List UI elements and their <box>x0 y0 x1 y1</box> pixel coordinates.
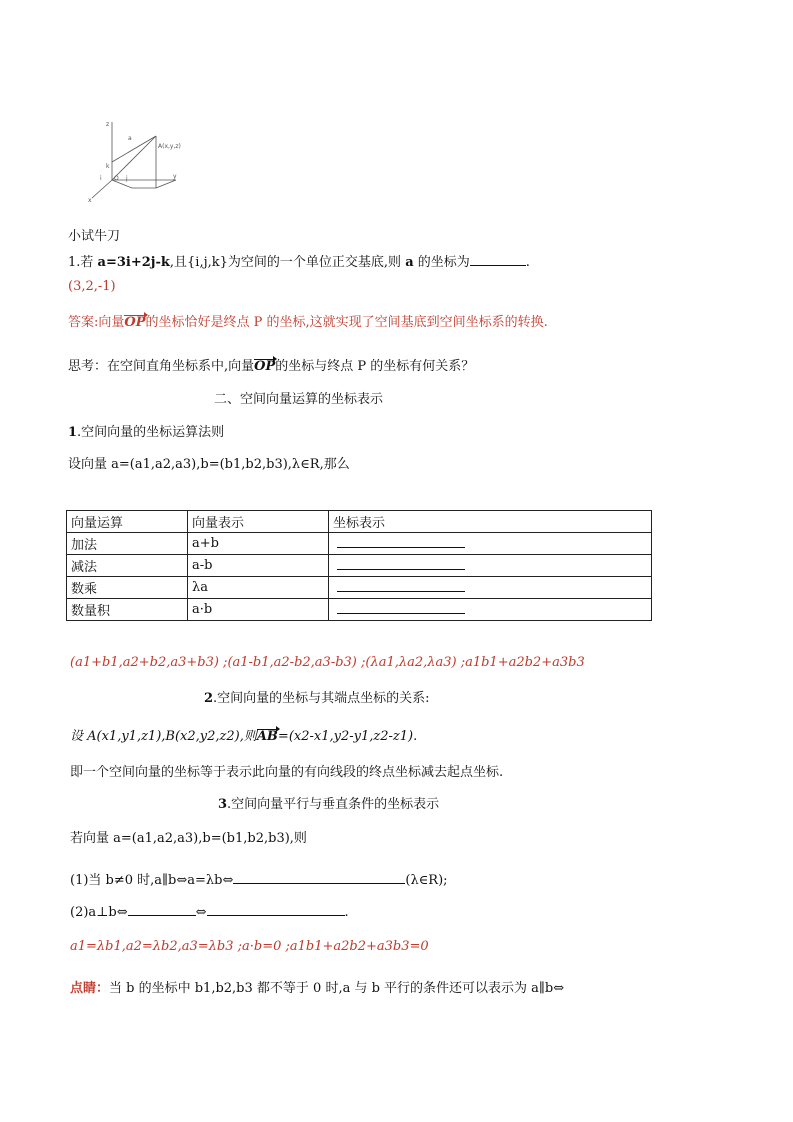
think-question: 思考：在空间直角坐标系中,向量OP的坐标与终点 P 的坐标有何关系？ <box>68 359 475 374</box>
vector-a-label: a <box>128 135 132 142</box>
subheading-2: 2.空间向量的坐标与其端点坐标的关系: <box>204 691 430 706</box>
axes-diagram <box>86 118 182 204</box>
table-cell-op: 减法 <box>67 555 188 577</box>
answer-explanation: 答案:向量OP的坐标恰好是终点 P 的坐标,这就实现了空间基底到空间坐标系的转换. <box>68 315 548 330</box>
setup-3: 若向量 a=(a1,a2,a3),b=(b1,b2,b3),则 <box>70 831 307 846</box>
origin-label: O <box>114 175 119 182</box>
j-label: j <box>126 175 128 182</box>
table-cell-expr: λa <box>188 577 329 599</box>
subheading-1: 1.空间向量的坐标运算法则 <box>68 425 225 440</box>
table-header: 向量运算 <box>67 511 188 533</box>
i-label: i <box>100 175 102 182</box>
parallel-condition: (1)当 b≠0 时,a∥b⇔a=λb⇔ (λ∈R); <box>70 870 448 890</box>
vector-op: OP <box>254 359 276 374</box>
coordinate-table <box>66 510 652 621</box>
ab-relation: 设 A(x1,y1,z1),B(x2,y2,z2),则AB=(x2-x1,y2-y1,z2-z1). <box>70 729 418 744</box>
table-cell-expr: a-b <box>188 555 329 577</box>
table-cell-blank <box>329 577 652 599</box>
table-cell-expr: a·b <box>188 599 329 621</box>
k-label: k <box>106 163 110 170</box>
vector-ab: AB <box>256 729 278 744</box>
condition-answers: a1=λb1,a2=λb2,a3=λb3 ;a·b=0 ;a1b1+a2b2+a3b3=0 <box>70 939 429 954</box>
y-axis-label: y <box>173 173 177 180</box>
answer-1: (3,2,-1) <box>68 279 116 294</box>
table-answers: (a1+b1,a2+b2,a3+b3) ;(a1-b1,a2-b2,a3-b3) ;(λa1,λa2,λa3) ;a1b1+a2b2+a3b3 <box>70 655 585 670</box>
answer-blank <box>470 252 526 266</box>
answer-blank <box>207 902 345 916</box>
perpendicular-condition: (2)a⊥b⇔ ⇔ . <box>70 902 349 922</box>
setup-vectors: 设向量 a=(a1,a2,a3),b=(b1,b2,b3),λ∈R,那么 <box>68 457 350 472</box>
z-axis-label: z <box>106 121 110 128</box>
coordinate-system-figure <box>86 118 182 204</box>
table-header: 坐标表示 <box>329 511 652 533</box>
section-2-heading: 二、空间向量运算的坐标表示 <box>214 392 384 407</box>
answer-blank <box>233 870 405 884</box>
note-line: 点睛：当 b 的坐标中 b1,b2,b3 都不等于 0 时,a 与 b 平行的条件还可以表示为 a∥b⇔ <box>70 981 565 996</box>
table-header-row <box>67 511 652 533</box>
table-cell-blank <box>329 533 652 555</box>
table-row <box>67 577 652 599</box>
table-cell-op: 加法 <box>67 533 188 555</box>
x-axis-label: x <box>88 197 92 204</box>
table-row <box>67 599 652 621</box>
table-cell-expr: a+b <box>188 533 329 555</box>
answer-blank <box>128 902 196 916</box>
vector-op: OP <box>124 315 146 330</box>
ab-meaning: 即一个空间向量的坐标等于表示此向量的有向线段的终点坐标减去起点坐标. <box>70 765 504 780</box>
table-cell-op: 数乘 <box>67 577 188 599</box>
table-cell-blank <box>329 599 652 621</box>
section-try-heading: 小试牛刀 <box>68 229 121 244</box>
question-1: 1.若 a=3i+2j-k,且{i,j,k}为空间的一个单位正交基底,则 a 的坐标为 . <box>68 252 530 272</box>
subheading-3: 3.空间向量平行与垂直条件的坐标表示 <box>218 797 440 812</box>
table-header: 向量表示 <box>188 511 329 533</box>
table-cell-blank <box>329 555 652 577</box>
table-row <box>67 533 652 555</box>
point-a-label: A(x,y,z) <box>158 143 181 150</box>
table-row <box>67 555 652 577</box>
table-cell-op: 数量积 <box>67 599 188 621</box>
